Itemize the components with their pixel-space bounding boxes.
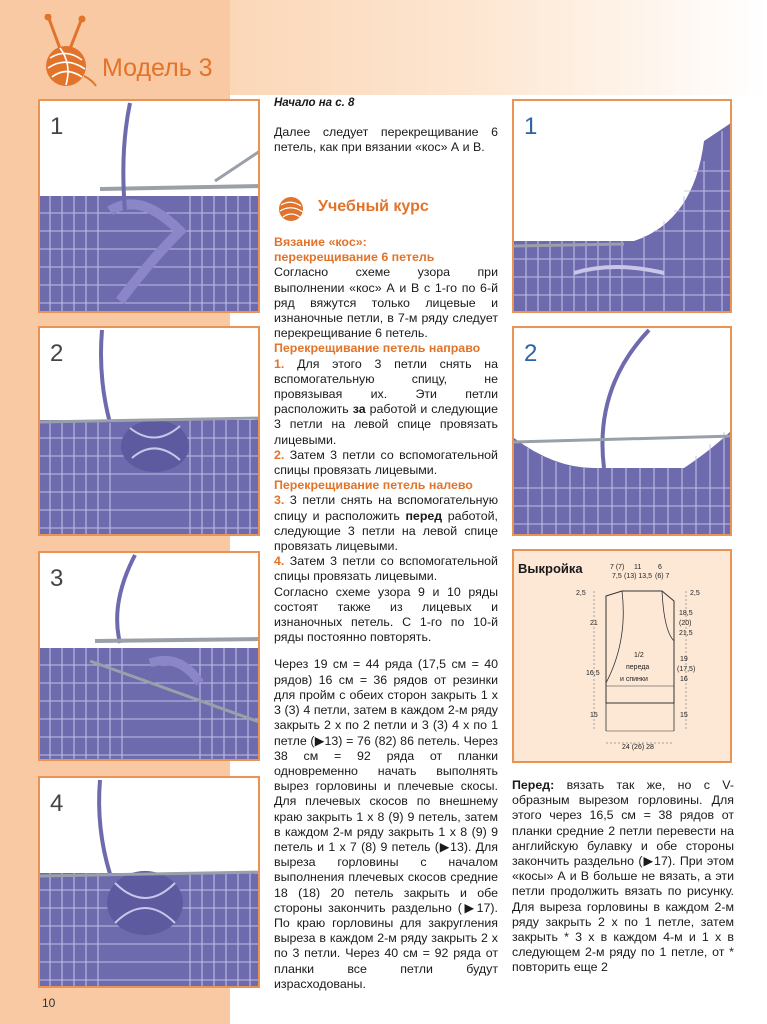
step-text: Для этого 3 петли снять на вспомогательную спицу, не провязывая их. Эти петли расположить: [274, 356, 498, 417]
step-3: [274, 493, 498, 554]
step-number: 1.: [274, 356, 285, 371]
right-cross-title: Перекрещивание петель направо: [274, 341, 481, 356]
right-label: 16: [680, 676, 688, 683]
front-text: вязать так же, но с V-образным вырезом горловины. Для этого через 16,5 см = 38 рядов от планки средние 2 петли перевести на английскую булавку и обе стороны закончить раздельно (▶17). При этом «косы» А и В больше не вязать, а эти петли продолжить вязать по рисунку. Для выреза горловины в каждом 2-м ряду закрыть 2 х по 1 петле, затем закрыть * 3 х в каждом 4-м и 1 х в следующем 2-м ряду по 1 петле, от * повторить еще 2: [512, 778, 734, 975]
center-label: переда: [626, 664, 650, 671]
left-label: 2,5: [576, 590, 586, 597]
paragraph: Согласно схеме узора при выполнении «кос» А и В с 1-го по 6-й ряд вяжутся только лицевые и изнаночные петли, в 7-м ряду следует перекрещивание 6 петель.: [274, 265, 498, 341]
center-label: и спинки: [620, 676, 648, 683]
top-label: 7,5: [612, 573, 622, 580]
step-1: [274, 357, 498, 448]
photo-step-2: [38, 326, 260, 536]
step-text: Затем 3 петли со вспомогательной спицы провязать лицевыми.: [274, 554, 498, 584]
page-number: 10: [42, 996, 56, 1010]
pattern-drawing: [514, 551, 730, 761]
right-label: 19: [680, 656, 688, 663]
bottom-label: 24 (26) 28: [622, 744, 654, 751]
continued-note: Начало на с. 8: [274, 97, 355, 109]
step-4: [274, 554, 498, 584]
yarn-ball-icon: [36, 14, 98, 88]
pattern-title: Выкройка: [518, 561, 583, 576]
photo-number: 1: [524, 113, 538, 140]
right-label: 2,5: [690, 590, 700, 597]
knitting-illustration: [514, 101, 732, 313]
pattern-diagram: [512, 549, 732, 763]
photo-step-3: [38, 551, 260, 761]
top-label: 6: [658, 564, 662, 571]
right-label: 21,5: [679, 630, 693, 637]
photo-number: 2: [524, 340, 538, 367]
paragraph: Согласно схеме узора 9 и 10 ряды состоят также из лицевых и изнаночных петель. С 1-го по 10-й ряды постоянно повторять.: [274, 584, 498, 645]
course-title: Учебный курс: [318, 198, 429, 215]
photo-step-4: [38, 776, 260, 988]
step-text: работой, следующие 3 петли на левой спице провязать лицевыми.: [274, 508, 498, 554]
step-number: 3.: [274, 493, 285, 508]
photo-number: 4: [50, 790, 64, 817]
knitting-illustration: [40, 328, 260, 536]
photo-right-step-2: [512, 326, 732, 536]
step-2: [274, 448, 498, 478]
top-label: 11: [634, 564, 642, 571]
step-number: 2.: [274, 447, 285, 462]
middle-column-body: [274, 235, 498, 992]
yarn-ball-icon: [274, 195, 310, 221]
left-label: 21: [590, 620, 598, 627]
front-paragraph: [512, 778, 734, 976]
intro-text: Далее следует перекрещивание 6 петель, как при вязании «кос» А и В.: [274, 125, 498, 155]
right-column: [512, 778, 734, 976]
paragraph: Через 19 см = 44 ряда (17,5 см = 40 рядов) 16 см = 36 рядов от резинки для пройм с обеих сторон закрыть 1 х 3 (3) 4 петли, затем в каждом 2-м ряду закрыть 2 х по 2 петли и 3 (3) 4 х по 1 петле (▶13) = 76 (82) 86 петель. Через 38 см = 92 ряда от планки одновременно начать выполнять вырез горловины и плечевые скосы. Для плечевых скосов по внешнему краю закрыть 1 х 8 (9) 9 петель, затем в каждом 2-м ряду закрыть 1 х 8 (9) 9 петель и 1 х 7 (8) 9 петель (▶13). Для выреза горловины с началом выполнения плечевых скосов средние 18 (18) 20 петель закрыть и обе стороны закончить раздельно (▶17). По краю горловины для закругления выреза в каждом 2-м ряду закрыть 2 х по 3 петли. Через 40 см = 92 ряда от планки все петли будут израсходованы.: [274, 657, 498, 991]
front-label: Перед:: [512, 778, 555, 792]
knitting-illustration: [40, 553, 260, 761]
photo-number: 2: [50, 340, 64, 367]
header-gradient: [230, 0, 767, 95]
top-label: (13) 13,5: [624, 573, 653, 580]
page-title: Модель 3: [102, 54, 213, 82]
center-label: 1/2: [634, 652, 644, 659]
middle-column: [274, 96, 498, 156]
right-label: (20): [679, 620, 692, 627]
knitting-illustration: [40, 778, 260, 988]
left-cross-title: Перекрещивание петель налево: [274, 478, 473, 493]
left-label: 16,5: [586, 670, 600, 677]
section-subtitle: перекрещивание 6 петель: [274, 250, 435, 265]
photo-step-1: [38, 99, 260, 313]
step-bold: перед: [405, 508, 443, 523]
top-label: 7 (7): [610, 564, 625, 571]
right-label: (17,5): [677, 666, 696, 673]
knitting-illustration: [40, 101, 260, 313]
photo-right-step-1: [512, 99, 732, 313]
knitting-illustration: [514, 328, 732, 536]
photo-number: 1: [50, 113, 64, 140]
step-number: 4.: [274, 554, 285, 569]
photo-number: 3: [50, 565, 64, 592]
top-label: (6) 7: [655, 573, 670, 580]
right-label: 18,5: [679, 610, 693, 617]
step-text: Затем 3 петли со вспомогательной спицы провязать лицевыми.: [274, 447, 498, 478]
left-label: 15: [590, 712, 598, 719]
step-text: работой и следующие 3 петли на левой спице провязать лицевыми.: [274, 402, 498, 447]
right-label: 15: [680, 712, 688, 719]
step-text: 3 петли снять на вспомогательную спицу и расположить: [274, 493, 498, 523]
step-bold: за: [352, 402, 366, 417]
section-title: Вязание «кос»:: [274, 235, 367, 249]
